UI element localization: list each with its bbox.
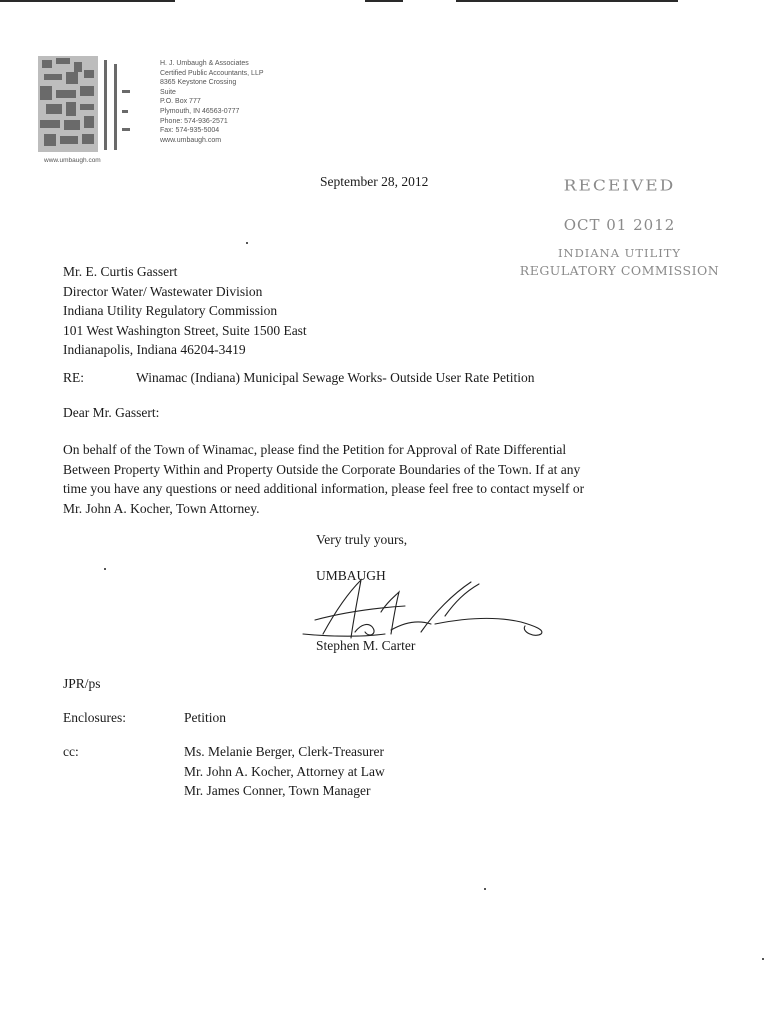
re-subject: Winamac (Indiana) Municipal Sewage Works- Outside User Rate Petition (136, 370, 535, 385)
body-line: Between Property Within and Property Outside the Corporate Boundaries of the Town. If at any (63, 461, 581, 477)
cc-label: cc: (63, 744, 79, 759)
body-line: On behalf of the Town of Winamac, please find the Petition for Approval of Rate Differential (63, 442, 567, 457)
letterhead-line: P.O. Box 777 (160, 98, 201, 106)
letterhead-line: 8365 Keystone Crossing (160, 79, 237, 87)
recipient-address (63, 262, 307, 360)
recipient-line: Indiana Utility Regulatory Commission (63, 303, 278, 318)
scan-line (0, 0, 175, 2)
scan-line (456, 0, 678, 2)
letterhead-line: Certified Public Accountants, LLP (160, 69, 264, 77)
body-line: Mr. John A. Kocher, Town Attorney. (63, 500, 260, 516)
letterhead-line: www.umbaugh.com (160, 136, 222, 144)
letterhead-address (160, 59, 264, 145)
cc-list (184, 742, 385, 801)
recipient-line: Director Water/ Wastewater Division (63, 283, 263, 299)
scan-speck (246, 242, 248, 244)
stamp-title: RECEIVED (563, 177, 676, 195)
scan-speck (762, 958, 764, 960)
enclosures-label: Enclosures: (63, 710, 126, 725)
cc-name: Ms. Melanie Berger, Clerk-Treasurer (184, 744, 385, 759)
letter-date: September 28, 2012 (320, 174, 429, 189)
stamp-line: INDIANA UTILITY (557, 246, 682, 260)
letterhead-line: H. J. Umbaugh & Associates (160, 60, 249, 67)
stamp-date: OCT 01 2012 (563, 216, 676, 234)
letterhead-line: Phone: 574-936-2571 (160, 117, 228, 125)
enclosures-value: Petition (184, 710, 227, 725)
received-stamp (512, 176, 727, 278)
scan-speck (104, 568, 106, 570)
stamp-line: REGULATORY COMMISSION (519, 263, 720, 278)
firm-name: UMBAUGH (316, 568, 386, 583)
signer-name: Stephen M. Carter (316, 638, 416, 653)
letterhead-line: Plymouth, IN 46563-0777 (160, 107, 240, 115)
typist-initials: JPR/ps (63, 676, 101, 691)
scan-speck (484, 888, 486, 890)
body-line: time you have any questions or need additional information, please feel free to contact myself or (63, 481, 585, 496)
salutation: Dear Mr. Gassert: (63, 405, 160, 420)
scan-line (365, 0, 403, 2)
cc-name: Mr. John A. Kocher, Attorney at Law (184, 763, 385, 779)
re-label: RE: (63, 370, 85, 385)
recipient-line: Indianapolis, Indiana 46204-3419 (63, 342, 246, 357)
firm-logo (38, 50, 136, 158)
letterhead-line: Suite (160, 88, 176, 96)
logo-caption: www.umbaugh.com (44, 157, 101, 164)
recipient-line: Mr. E. Curtis Gassert (63, 264, 178, 279)
letter-body (63, 440, 703, 518)
letterhead-line: Fax: 574-935-5004 (160, 127, 220, 135)
closing: Very truly yours, (316, 532, 408, 547)
cc-name: Mr. James Conner, Town Manager (184, 783, 371, 798)
recipient-line: 101 West Washington Street, Suite 1500 East (63, 322, 307, 338)
